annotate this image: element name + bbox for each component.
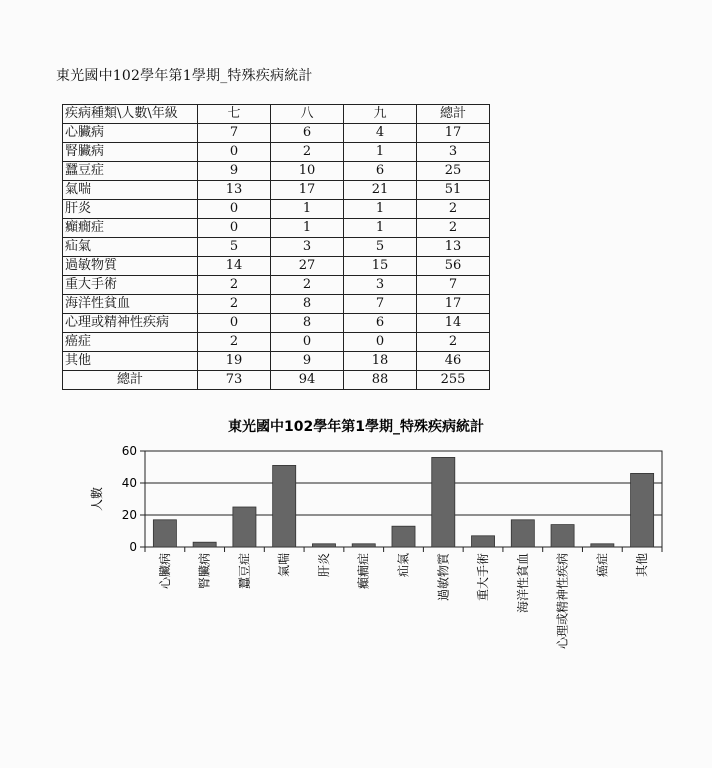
cell-grade-7: 2	[198, 333, 271, 352]
cell-grade-9: 3	[344, 276, 417, 295]
total-grade-9: 88	[344, 371, 417, 390]
bar	[631, 473, 654, 547]
cell-grade-8: 27	[271, 257, 344, 276]
cell-grade-9: 21	[344, 181, 417, 200]
cell-grade-7: 5	[198, 238, 271, 257]
bar	[432, 457, 455, 547]
bar	[312, 544, 335, 547]
total-label: 總計	[63, 371, 198, 390]
bar	[233, 507, 256, 547]
cell-grade-9: 0	[344, 333, 417, 352]
cell-grade-7: 0	[198, 200, 271, 219]
y-tick-label: 40	[121, 476, 137, 490]
table-row	[63, 162, 490, 181]
cell-total: 7	[417, 276, 490, 295]
table-row	[63, 238, 490, 257]
table-row	[63, 143, 490, 162]
y-tick-label: 0	[129, 540, 137, 554]
cell-grade-7: 19	[198, 352, 271, 371]
y-tick-label: 60	[121, 444, 137, 458]
cell-total: 56	[417, 257, 490, 276]
bar	[273, 465, 296, 547]
row-category: 過敏物質	[63, 257, 198, 276]
cell-grade-7: 9	[198, 162, 271, 181]
cell-grade-7: 0	[198, 219, 271, 238]
cell-grade-7: 2	[198, 276, 271, 295]
table-row	[63, 219, 490, 238]
row-category: 癌症	[63, 333, 198, 352]
cell-grade-9: 15	[344, 257, 417, 276]
cell-grade-8: 1	[271, 219, 344, 238]
cell-grade-8: 8	[271, 314, 344, 333]
cell-grade-9: 1	[344, 219, 417, 238]
disease-bar-chart	[0, 400, 712, 700]
bar	[551, 525, 574, 547]
header-grade-7: 七	[198, 105, 271, 124]
header-category: 疾病種類\人數\年級	[63, 105, 198, 124]
bar	[392, 526, 415, 547]
row-category: 其他	[63, 352, 198, 371]
table-row	[63, 295, 490, 314]
cell-total: 2	[417, 333, 490, 352]
chart-title: 東光國中102學年第1學期_特殊疾病統計	[228, 419, 484, 435]
table-row	[63, 314, 490, 333]
cell-grade-9: 6	[344, 314, 417, 333]
bar	[153, 520, 176, 547]
x-tick-label: 疝氣	[396, 553, 411, 578]
table-row	[63, 276, 490, 295]
chart-svg	[0, 400, 712, 700]
document-title: 東光國中102學年第1學期_特殊疾病統計	[56, 68, 313, 84]
cell-grade-8: 2	[271, 143, 344, 162]
cell-grade-9: 5	[344, 238, 417, 257]
cell-grade-9: 1	[344, 200, 417, 219]
table-row	[63, 200, 490, 219]
table-row	[63, 257, 490, 276]
cell-grade-8: 3	[271, 238, 344, 257]
cell-grade-8: 0	[271, 333, 344, 352]
header-grade-9: 九	[344, 105, 417, 124]
bar	[472, 536, 495, 547]
table-row	[63, 181, 490, 200]
header-total: 總計	[417, 105, 490, 124]
total-grade-7: 73	[198, 371, 271, 390]
table-row	[63, 124, 490, 143]
row-category: 重大手術	[63, 276, 198, 295]
cell-grade-7: 0	[198, 143, 271, 162]
row-category: 海洋性貧血	[63, 295, 198, 314]
disease-stats-table	[62, 104, 490, 390]
x-tick-label: 重大手術	[476, 553, 491, 602]
cell-total: 2	[417, 219, 490, 238]
header-grade-8: 八	[271, 105, 344, 124]
cell-grade-9: 7	[344, 295, 417, 314]
cell-grade-9: 4	[344, 124, 417, 143]
cell-grade-9: 6	[344, 162, 417, 181]
cell-total: 13	[417, 238, 490, 257]
row-category: 癲癇症	[63, 219, 198, 238]
cell-grade-8: 9	[271, 352, 344, 371]
cell-total: 2	[417, 200, 490, 219]
cell-grade-8: 6	[271, 124, 344, 143]
x-tick-label: 心臟病	[157, 553, 172, 590]
cell-grade-9: 18	[344, 352, 417, 371]
row-category: 肝炎	[63, 200, 198, 219]
bar	[352, 544, 375, 547]
row-category: 疝氣	[63, 238, 198, 257]
total-grade-8: 94	[271, 371, 344, 390]
bar	[511, 520, 534, 547]
table-header-row	[63, 105, 490, 124]
row-category: 蠶豆症	[63, 162, 198, 181]
cell-total: 3	[417, 143, 490, 162]
cell-grade-8: 2	[271, 276, 344, 295]
cell-grade-7: 7	[198, 124, 271, 143]
row-category: 氣喘	[63, 181, 198, 200]
table-row	[63, 333, 490, 352]
cell-grade-7: 13	[198, 181, 271, 200]
table-total-row	[63, 371, 490, 390]
cell-grade-9: 1	[344, 143, 417, 162]
x-tick-label: 過敏物質	[436, 553, 451, 602]
cell-grade-7: 2	[198, 295, 271, 314]
table-row	[63, 352, 490, 371]
x-tick-label: 海洋性貧血	[515, 553, 530, 614]
cell-total: 17	[417, 295, 490, 314]
chart-ylabel: 人數	[90, 486, 104, 512]
x-tick-label: 心理或精神性疾病	[555, 553, 570, 650]
cell-grade-8: 8	[271, 295, 344, 314]
x-tick-label: 其他	[635, 553, 650, 578]
row-category: 心理或精神性疾病	[63, 314, 198, 333]
cell-grade-8: 1	[271, 200, 344, 219]
cell-grade-8: 17	[271, 181, 344, 200]
x-tick-label: 腎臟病	[197, 553, 212, 590]
cell-grade-7: 0	[198, 314, 271, 333]
cell-total: 14	[417, 314, 490, 333]
row-category: 心臟病	[63, 124, 198, 143]
row-category: 腎臟病	[63, 143, 198, 162]
x-tick-label: 肝炎	[316, 553, 331, 578]
cell-total: 51	[417, 181, 490, 200]
cell-total: 17	[417, 124, 490, 143]
cell-grade-8: 10	[271, 162, 344, 181]
bar	[591, 544, 614, 547]
x-tick-label: 癌症	[595, 553, 610, 578]
y-tick-label: 20	[121, 508, 137, 522]
x-tick-label: 癲癇症	[356, 553, 371, 590]
cell-total: 46	[417, 352, 490, 371]
x-tick-label: 氣喘	[277, 553, 292, 578]
bar	[193, 542, 216, 547]
x-tick-label: 蠶豆症	[237, 553, 252, 590]
total-overall: 255	[417, 371, 490, 390]
cell-total: 25	[417, 162, 490, 181]
cell-grade-7: 14	[198, 257, 271, 276]
